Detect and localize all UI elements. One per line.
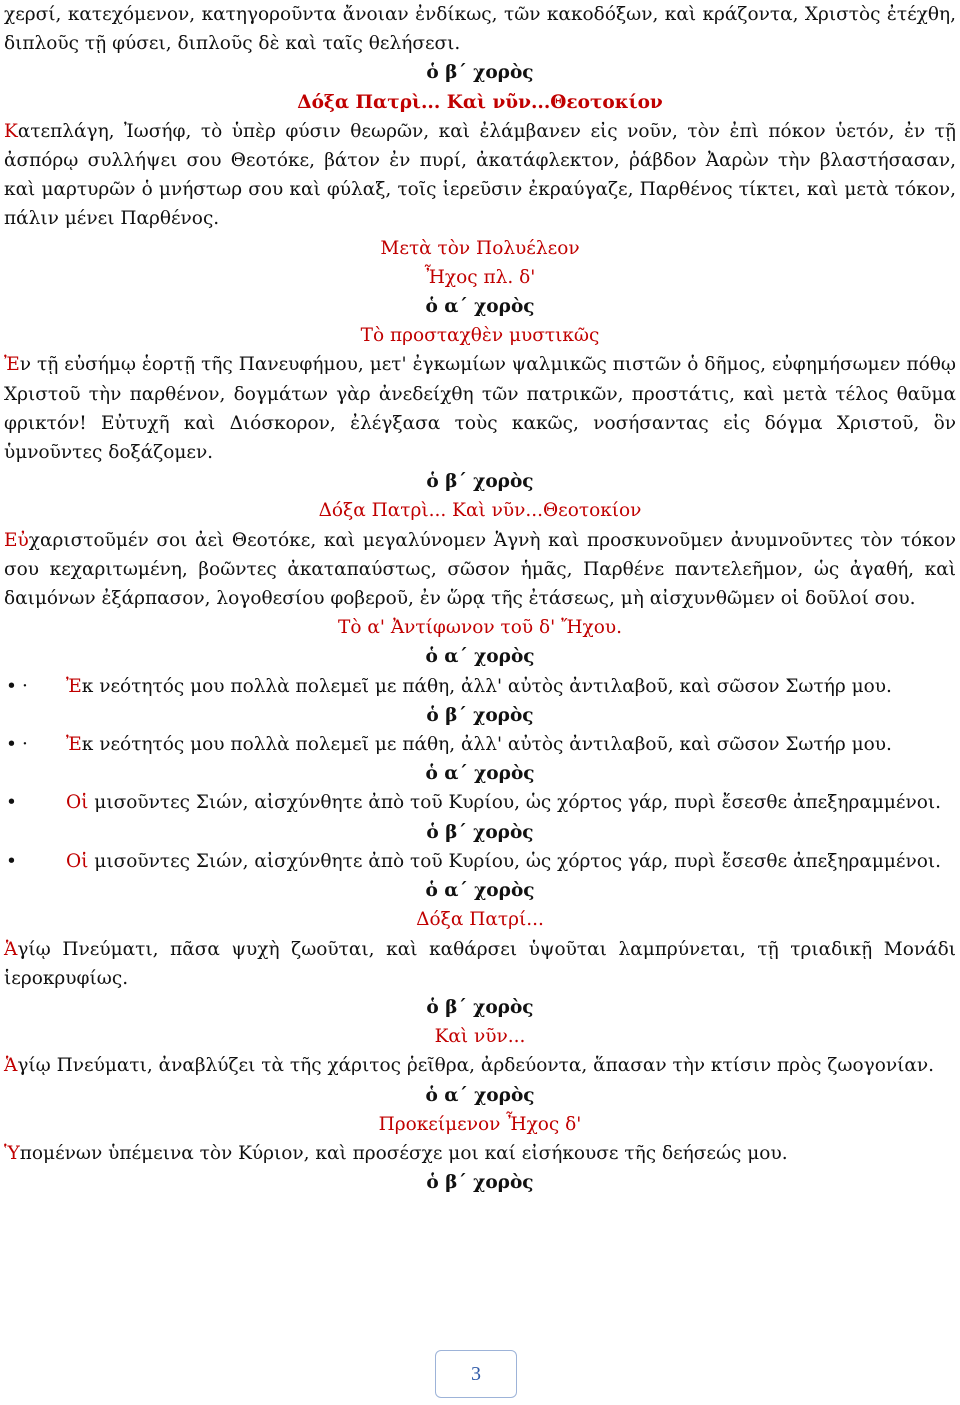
verse-text: μισοῦντες Σιών, αἰσχύνθητε ἀπὸ τοῦ Κυρίου, ὡς χόρτος γάρ, πυρὶ ἔσεσθε ἀπεξηραμμένοι.	[88, 850, 942, 872]
list-item-text	[66, 788, 956, 817]
paragraph-text: γίῳ Πνεύματι, πᾶσα ψυχὴ ζωοῦται, καὶ καθάρσει ὑψοῦται λαμπρύνεται, τῇ τριαδικῇ Μονάδι ἱεροκρυφίως.	[4, 938, 956, 989]
verse-text: μισοῦντες Σιών, αἰσχύνθητε ἀπὸ τοῦ Κυρίου, ὡς χόρτος γάρ, πυρὶ ἔσεσθε ἀπεξηραμμένοι.	[88, 792, 942, 814]
choir-label: ὁ β΄ χορὸς	[426, 1172, 534, 1194]
rubric-heading: Δόξα Πατρὶ... Καὶ νῦν...Θεοτοκίον	[297, 91, 663, 113]
initial-letter: Κ	[4, 120, 18, 142]
list-item-text	[66, 847, 956, 876]
rubric-heading: Καὶ νῦν...	[434, 1026, 526, 1048]
choir-label: ὁ β΄ χορὸς	[426, 821, 534, 843]
verse-text: κ νεότητός μου πολλὰ πολεμεῖ με πάθη, ἀλλ' αὐτὸς ἀντιλαβοῦ, καὶ σῶσον Σωτήρ μου.	[81, 675, 892, 697]
paragraph	[4, 1051, 956, 1080]
initial-letter: Ὑ	[4, 1142, 20, 1164]
paragraph: χερσί, κατεχόμενον, κατηγοροῦντα ἄνοιαν ἐνδίκως, τῶν κακοδόξων, καὶ κράζοντα, Χριστὸς ἐτέχθη, διπλοῦς τῇ φύσει, διπλοῦς δὲ καὶ ταῖς θελήσεσι.	[4, 4, 956, 55]
verse-text: κ νεότητός μου πολλὰ πολεμεῖ με πάθη, ἀλλ' αὐτὸς ἀντιλαβοῦ, καὶ σῶσον Σωτήρ μου.	[81, 734, 892, 756]
rubric-heading: Δόξα Πατρί...	[416, 909, 544, 931]
bullet-icon: •	[6, 734, 17, 756]
paragraph	[4, 117, 956, 234]
choir-label: ὁ β΄ χορὸς	[426, 62, 534, 84]
initial-letter: Ἁ	[4, 938, 18, 960]
bullet-mark: ·	[22, 675, 28, 697]
initial-letter: Οἱ	[66, 850, 89, 872]
choir-label: ὁ β΄ χορὸς	[426, 704, 534, 726]
tone-heading: Ἦχος πλ. δ'	[424, 266, 536, 288]
paragraph	[4, 1139, 956, 1168]
list-item-text	[66, 730, 956, 759]
paragraph	[4, 350, 956, 467]
page-number: 3	[435, 1350, 517, 1398]
rubric-heading: Τὸ προσταχθὲν μυστικῶς	[360, 325, 600, 347]
paragraph	[4, 935, 956, 993]
paragraph-text: ν τῇ εὐσήμῳ ἑορτῇ τῆς Πανευφήμου, μετ' ἐγκωμίων ψαλμικῶς πιστῶν ὁ δῆμος, εὐφημήσωμεν πόθῳ Χριστοῦ τὴν παρθένον, δογμάτων γὰρ ἀνεδείχθη τῶν πατρικῶν, προστάτις, καὶ μετὰ τέλος θαῦμα φρικτόν! Εὐτυχῆ καὶ Διόσκορον, ἐλέγξασα τοὺς κακῶς, νοσήσαντας εἰς δόγμα Χριστοῦ, ὃν ὑμνοῦντες δοξάζομεν.	[4, 354, 956, 464]
initial-letter: Ἐ	[4, 354, 20, 376]
choir-label: ὁ α΄ χορὸς	[425, 763, 535, 785]
initial-letter: Οἱ	[66, 792, 89, 814]
choir-label: ὁ α΄ χορὸς	[425, 1084, 535, 1106]
choir-label: ὁ α΄ χορὸς	[425, 296, 535, 318]
list-item	[4, 847, 956, 876]
initial-letter: Ἁ	[4, 1055, 18, 1077]
list-item	[4, 672, 956, 701]
initial-letter: Εὐ	[4, 529, 29, 551]
paragraph	[4, 526, 956, 614]
paragraph-text: ατεπλάγη, Ἰωσήφ, τὸ ὑπὲρ φύσιν θεωρῶν, καὶ ἐλάμβανεν εἰς νοῦν, τὸν ἐπὶ πόκον ὑετόν, ἐν τῇ ἀσπόρῳ συλλήψει σου Θεοτόκε, βάτον ἐν πυρί, ἀκατάφλεκτον, ῥάβδον Ἀαρὼν τὴν βλαστήσασαν, καὶ μαρτυρῶν ὁ μνήστωρ σου καὶ φύλαξ, τοῖς ἱερεῦσιν ἐκραύγαζε, Παρθένος τίκτει, καὶ μετὰ τόκον, πάλιν μένει Παρθένος.	[4, 120, 956, 230]
rubric-heading: Δόξα Πατρὶ... Καὶ νῦν...Θεοτοκίον	[318, 500, 642, 522]
bullet-mark: ·	[22, 734, 28, 756]
rubric-heading: Προκείμενον Ἦχος δ'	[378, 1113, 582, 1135]
paragraph-text: γίῳ Πνεύματι, ἀναβλύζει τὰ τῆς χάριτος ῥεῖθρα, ἀρδεύοντα, ἅπασαν τὴν κτίσιν πρὸς ζωογονίαν.	[17, 1055, 934, 1077]
choir-label: ὁ β΄ χορὸς	[426, 471, 534, 493]
list-item-text	[66, 672, 956, 701]
paragraph-text: πομένων ὑπέμεινα τὸν Κύριον, καὶ προσέσχε μοι καί εἰσήκουσε τῆς δεήσεώς μου.	[19, 1142, 788, 1164]
choir-label: ὁ α΄ χορὸς	[425, 880, 535, 902]
list-item	[4, 730, 956, 759]
paragraph-text: χαριστοῦμέν σοι ἀεὶ Θεοτόκε, καὶ μεγαλύνομεν Ἁγνὴ καὶ προσκυνοῦμεν ἀνυμνοῦντες τὸν τόκον σου κεχαριτωμένη, βοῶντες ἀκαταπαύστως, σῶσον ἡμᾶς, Παρθένε παντελεῆμον, ὡς ἀγαθή, καὶ δαιμόνων ἐξάρπασον, λογοθεσίου φοβεροῦ, ἐν ὥρᾳ τῆς ἐτάσεως, μὴ αἰσχυνθῶμεν οἱ δοῦλοί σου.	[4, 529, 956, 610]
list-item	[4, 788, 956, 817]
bullet-icon: •	[6, 792, 17, 814]
rubric-heading: Μετὰ τὸν Πολυέλεον	[380, 237, 580, 259]
initial-letter: Ἐ	[66, 734, 82, 756]
choir-label: ὁ β΄ χορὸς	[426, 996, 534, 1018]
bullet-icon: •	[6, 850, 17, 872]
choir-label: ὁ α΄ χορὸς	[425, 646, 535, 668]
rubric-heading: Τὸ α' Ἀντίφωνον τοῦ δ' Ἤχου.	[338, 617, 622, 639]
bullet-icon: •	[6, 675, 17, 697]
initial-letter: Ἐ	[66, 675, 82, 697]
